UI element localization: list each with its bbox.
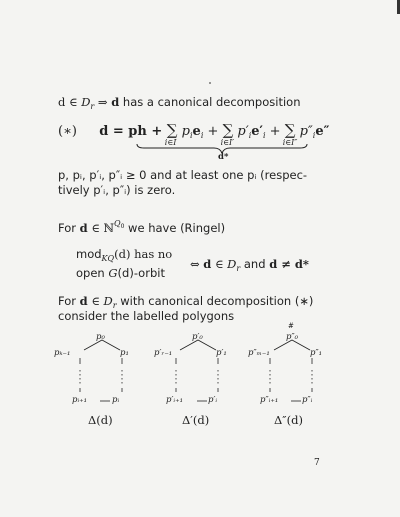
script-d: D bbox=[227, 257, 237, 271]
condition-line-2: tively p′ᵢ, p″ᵢ) is zero. bbox=[58, 183, 176, 197]
mod-line-2 bbox=[76, 266, 165, 280]
polygon-delta-prime bbox=[156, 330, 244, 430]
equation-lhs: d = ph + bbox=[99, 124, 167, 139]
label-left: pₖ₋₁ bbox=[54, 348, 71, 358]
mod-text: mod bbox=[76, 247, 102, 261]
label-bottom-left: p′ᵢ₊₁ bbox=[166, 395, 183, 405]
equivalence-statement bbox=[190, 257, 309, 273]
plus-2: + bbox=[269, 124, 285, 139]
dust-speck bbox=[209, 82, 211, 84]
sum-2: ∑ i∈I′ bbox=[220, 121, 235, 147]
and-text: and bbox=[240, 257, 270, 271]
d-in: d ∈ bbox=[58, 95, 82, 109]
iff: ⇔ bbox=[190, 257, 204, 271]
polygon-title: Δ(d) bbox=[88, 413, 113, 427]
sup-q: Q bbox=[114, 219, 121, 228]
orbit-text: (d)-orbit bbox=[117, 266, 165, 280]
statement-text: has a canonical decomposition bbox=[119, 95, 301, 109]
label-top: p″₀ bbox=[286, 332, 299, 342]
polygon-delta bbox=[54, 330, 148, 430]
label-left: p″ₘ₋₁ bbox=[248, 348, 270, 358]
polygon-intro-1 bbox=[58, 294, 313, 310]
sum-2-limit: i∈I′ bbox=[220, 138, 235, 147]
for-text: For bbox=[58, 221, 80, 235]
label-top: p′₀ bbox=[192, 332, 203, 342]
polygon-title: Δ″(d) bbox=[274, 413, 303, 427]
s3-p: p″ bbox=[299, 124, 313, 139]
equation-tag: (∗) bbox=[58, 124, 77, 139]
s1-ei: i bbox=[200, 131, 204, 140]
sub-r: r bbox=[90, 102, 95, 111]
sub-r: r bbox=[112, 301, 117, 310]
bold-d: d bbox=[203, 257, 212, 271]
label-left: p′ᵣ₋₁ bbox=[154, 348, 173, 358]
label-right: p′₁ bbox=[216, 348, 227, 358]
label-bottom-right: p′ᵢ bbox=[208, 395, 218, 405]
decomp-text: with canonical decomposition (∗) bbox=[116, 294, 314, 308]
condition-line-1: p, pᵢ, p′ᵢ, p″ᵢ ≥ 0 and at least one pᵢ (respec- bbox=[58, 168, 308, 182]
script-d: D bbox=[81, 95, 91, 109]
group-g: G bbox=[108, 266, 118, 280]
sum-3-limit: i∈I″ bbox=[282, 138, 298, 147]
script-d: D bbox=[103, 294, 113, 308]
label-bottom-right: p″ᵢ bbox=[302, 395, 313, 405]
in: ∈ bbox=[87, 294, 104, 308]
label-top: p₀ bbox=[96, 332, 105, 342]
label-bottom-left: pᵢ₊₁ bbox=[72, 395, 88, 405]
ringel-intro bbox=[58, 219, 225, 235]
s3-pi: i bbox=[312, 131, 316, 140]
polygon-delta-double-prime bbox=[248, 322, 338, 430]
bold-d: d bbox=[79, 294, 88, 308]
mod-d-text: (d) has no bbox=[114, 247, 173, 261]
s1-pi: i bbox=[189, 131, 193, 140]
bold-d: d bbox=[79, 221, 88, 235]
label-right: p₁ bbox=[120, 348, 129, 358]
canonical-decomposition-statement bbox=[58, 95, 300, 111]
s3-e: e″ bbox=[315, 124, 330, 139]
ringel-text: we have (Ringel) bbox=[124, 221, 226, 235]
s2-ei: i bbox=[262, 131, 266, 140]
polygon-intro-2: consider the labelled polygons bbox=[58, 309, 235, 323]
s2-pi: i bbox=[248, 131, 252, 140]
s2-p: p′ bbox=[237, 124, 249, 139]
sum-3: ∑ i∈I″ bbox=[282, 121, 298, 147]
label-right: p″₁ bbox=[310, 348, 323, 358]
star-mark: # bbox=[288, 322, 294, 330]
in-naturals: ∈ ℕ bbox=[87, 221, 115, 235]
underbrace-label: d* bbox=[218, 152, 229, 162]
sum-1-limit: i∈I bbox=[164, 138, 177, 147]
polygon-title: Δ′(d) bbox=[182, 413, 210, 427]
s1-p: p bbox=[181, 124, 190, 139]
s1-e: e bbox=[192, 124, 201, 139]
s2-e: e′ bbox=[251, 124, 263, 139]
mod-line-1 bbox=[76, 247, 172, 263]
page-number: 7 bbox=[314, 458, 320, 468]
sum-1: ∑ i∈I bbox=[164, 121, 178, 147]
label-bottom-right: pᵢ bbox=[112, 395, 120, 405]
bold-d: d bbox=[111, 95, 120, 109]
sup-zero: 0 bbox=[120, 223, 125, 230]
d-neq-dstar: d ≠ d* bbox=[269, 257, 309, 271]
open-text: open bbox=[76, 266, 109, 280]
plus-1: + bbox=[207, 124, 223, 139]
implies: ⇒ bbox=[94, 95, 112, 109]
for-text: For bbox=[58, 294, 80, 308]
in: ∈ bbox=[211, 257, 228, 271]
label-bottom-left: p″ᵢ₊₁ bbox=[260, 395, 279, 405]
sub-kq: KQ bbox=[101, 254, 115, 263]
decomposition-equation bbox=[58, 121, 330, 147]
sub-r: r bbox=[236, 264, 241, 273]
